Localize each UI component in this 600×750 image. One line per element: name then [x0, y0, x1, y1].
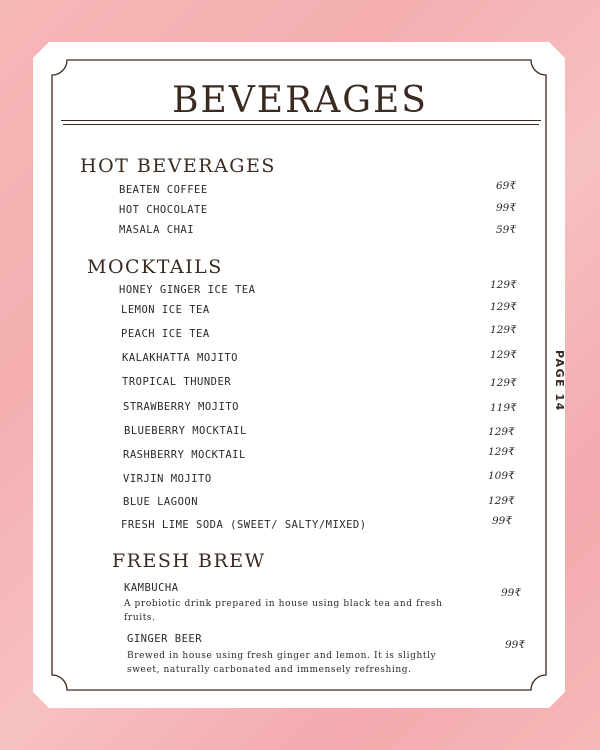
menu-item-price: 59₹ — [496, 224, 517, 236]
menu-item-name: BEATEN COFFEE — [119, 184, 208, 196]
menu-item-price: 99₹ — [496, 202, 517, 214]
page-title: BEVERAGES — [172, 80, 428, 121]
menu-item-name: TROPICAL THUNDER — [122, 376, 232, 388]
title-divider-inner — [63, 124, 539, 125]
menu-item-price: 99₹ — [492, 515, 513, 527]
menu-item-name: VIRJIN MOJITO — [123, 473, 212, 485]
menu-item-price: 99₹ — [501, 587, 522, 599]
menu-item-price: 129₹ — [490, 377, 517, 389]
menu-item-name: KAMBUCHA — [124, 582, 179, 594]
menu-item-price: 129₹ — [490, 324, 517, 336]
menu-item-price: 109₹ — [488, 470, 515, 482]
menu-item-price: 129₹ — [490, 301, 517, 313]
menu-item-description — [124, 597, 454, 625]
menu-item-name: KALAKHATTA MOJITO — [122, 352, 238, 364]
menu-item-price: 69₹ — [496, 180, 517, 192]
description-line: sweet, naturally carbonated and immensely refreshing. — [127, 665, 412, 675]
menu-item-price: 129₹ — [490, 279, 517, 291]
section-heading-hot-beverages: HOT BEVERAGES — [80, 155, 276, 177]
menu-item-price: 129₹ — [488, 495, 515, 507]
menu-item-name: HONEY GINGER ICE TEA — [119, 284, 256, 296]
menu-item-name: GINGER BEER — [127, 633, 203, 645]
menu-item-name: STRAWBERRY MOJITO — [123, 401, 239, 413]
menu-item-price: 129₹ — [488, 446, 515, 458]
menu-item-price: 129₹ — [488, 426, 515, 438]
menu-item-name: FRESH LIME SODA (SWEET/ SALTY/MIXED) — [121, 519, 367, 531]
menu-item-description — [127, 649, 457, 677]
menu-item-name: BLUEBERRY MOCKTAIL — [124, 425, 247, 437]
page-number-label: PAGE 14 — [553, 350, 566, 412]
title-divider — [61, 120, 541, 121]
menu-item-name: BLUE LAGOON — [123, 496, 199, 508]
description-line: A probiotic drink prepared in house using black tea and fresh — [124, 599, 443, 609]
menu-item-name: PEACH ICE TEA — [121, 328, 210, 340]
menu-item-name: MASALA CHAI — [119, 224, 195, 236]
section-heading-mocktails: MOCKTAILS — [87, 256, 223, 278]
menu-item-name: LEMON ICE TEA — [121, 304, 210, 316]
menu-item-price: 99₹ — [505, 639, 526, 651]
description-line: fruits. — [124, 613, 156, 623]
menu-item-price: 129₹ — [490, 349, 517, 361]
description-line: Brewed in house using fresh ginger and lemon. It is slightly — [127, 651, 437, 661]
menu-item-name: RASHBERRY MOCKTAIL — [123, 449, 246, 461]
menu-item-price: 119₹ — [490, 402, 517, 414]
section-heading-fresh-brew: FRESH BREW — [112, 550, 266, 572]
menu-item-name: HOT CHOCOLATE — [119, 204, 208, 216]
